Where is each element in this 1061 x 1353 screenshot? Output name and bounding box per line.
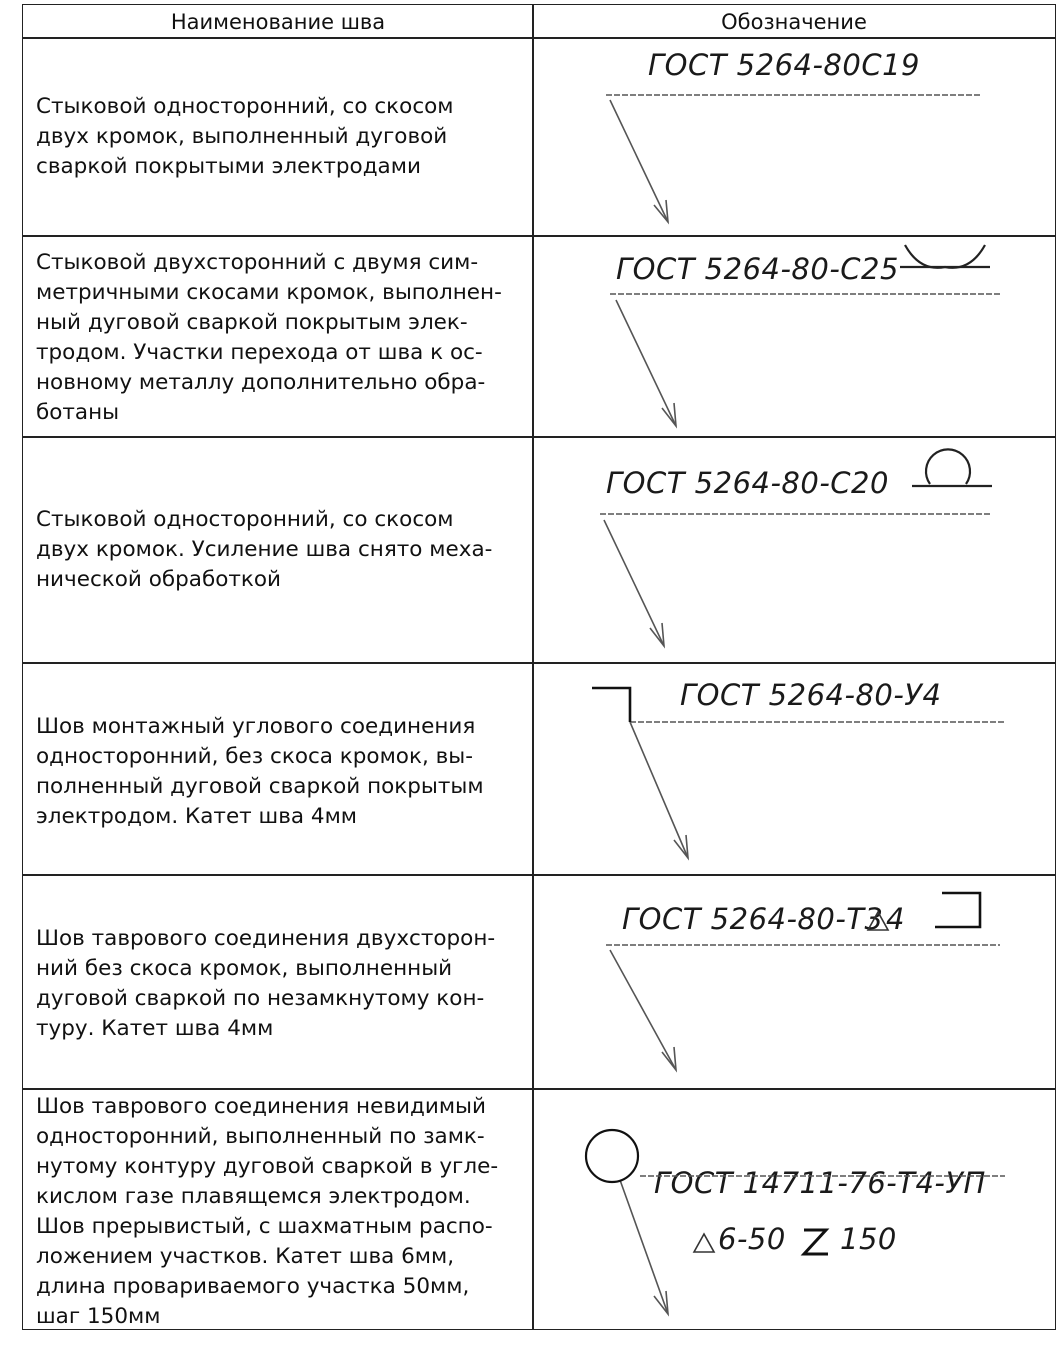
row-divider-2 [22,436,1056,438]
row-divider-4 [22,874,1056,876]
row-4-description: Шов монтажный углового соединения односторонний, без скоса кромок, вы- полненный дуговой сваркой покрытым электродом. Катет шва 4мм [36,714,484,829]
row-divider-1 [22,235,1056,237]
row-5-description: Шов таврового соединения двухсторон- ний без скоса кромок, выполненный дуговой сваркой по незамкнутому кон- туру. Катет шва 4мм [36,926,496,1041]
row-6-step: 150 [840,1222,897,1256]
row-5-code: ГОСТ 5264-80-Т3 [622,902,884,936]
row-6-pitch: 6-50 [718,1222,786,1256]
column-divider [532,4,534,1330]
row-5-leg: 4 [886,902,905,936]
row-3-code: ГОСТ 5264-80-С20 [606,466,889,500]
row-1-description: Стыковой односторонний, со скосом двух кромок, выполненный дуговой сваркой покрытыми электродами [36,94,454,179]
row-2-code: ГОСТ 5264-80-С25 [616,252,899,286]
row-divider-3 [22,662,1056,664]
row-4-code: ГОСТ 5264-80-У4 [680,678,942,712]
row-6-code: ГОСТ 14711-76-Т4-УП [654,1166,986,1200]
row-6-description: Шов таврового соединения невидимый односторонний, выполненный по замк- нутому контуру дуговой сваркой в угле- кислом газе плавящемся электродом. Шов прерывистый, с шахматным распо- ложением участков. Катет шва 6мм, длина провариваемого участка 50мм, шаг 150мм [36,1094,499,1329]
row-1-code: ГОСТ 5264-80С19 [648,48,920,82]
row-divider-5 [22,1088,1056,1090]
header-name: Наименование шва [170,10,386,34]
header-designation: Обозначение [721,10,867,34]
row-3-description: Стыковой односторонний, со скосом двух кромок. Усиление шва снято меха- нической обработкой [36,507,493,592]
row-2-description: Стыковой двухсторонний с двумя сим- метричными скосами кромок, выполнен- ный дуговой сваркой покрытым элек- тродом. Участки перехода от шва к ос- новному металлу дополнительно обра- ботаны [36,250,502,425]
